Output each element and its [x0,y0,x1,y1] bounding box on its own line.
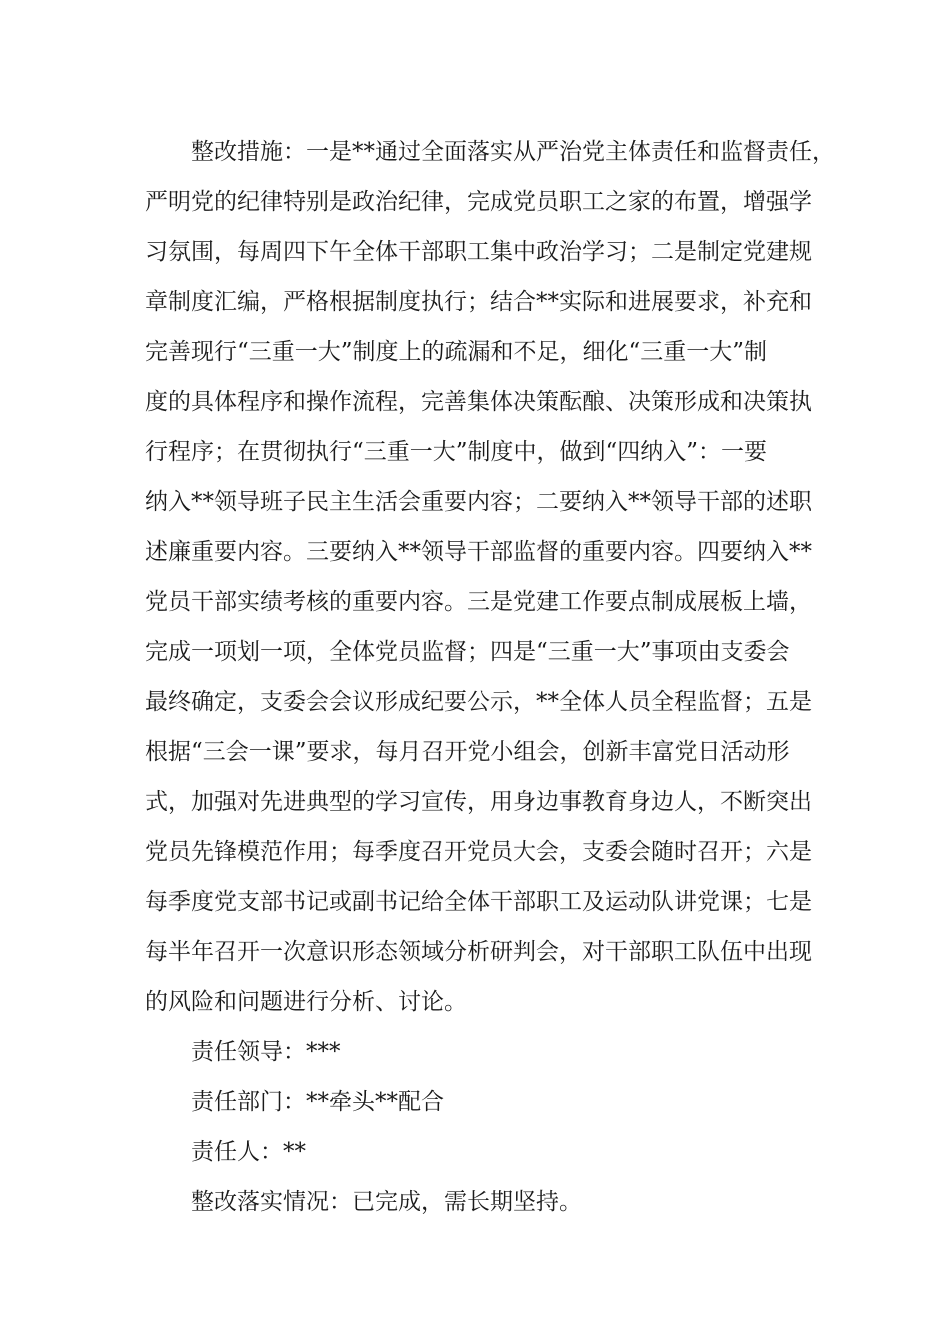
responsible-leader: 责任领导：*** [191,1039,341,1065]
rectification-measures-paragraph [145,127,835,1027]
responsibility-list [145,1027,810,1227]
paragraph-line: 章制度汇编，严格根据制度执行；结合**实际和进展要求，补充和 [145,289,812,315]
paragraph-line: 度的具体程序和操作流程，完善集体决策酝酿、决策形成和决策执 [145,389,812,415]
paragraph-line: 严明党的纪律特别是政治纪律，完成党员职工之家的布置，增强学 [145,189,812,215]
paragraph-line: 根据“三会一课”要求，每月召开党小组会，创新丰富党日活动形 [145,739,790,765]
paragraph-line: 完善现行“三重一大”制度上的疏漏和不足，细化“三重一大”制 [145,339,768,365]
implementation-status: 整改落实情况：已完成，需长期坚持。 [191,1189,582,1215]
responsible-person: 责任人：** [191,1139,306,1165]
paragraph-line: 纳入**领导班子民主生活会重要内容；二要纳入**领导干部的述职 [145,489,812,515]
paragraph-line: 党员先锋模范作用；每季度召开党员大会，支委会随时召开；六是 [145,839,812,865]
paragraph-line: 习氛围，每周四下午全体干部职工集中政治学习；二是制定党建规 [145,239,812,265]
paragraph-line: 党员干部实绩考核的重要内容。三是党建工作要点制成展板上墙， [145,589,812,615]
paragraph-line: 每季度党支部书记或副书记给全体干部职工及运动队讲党课；七是 [145,889,812,915]
paragraph-line: 完成一项划一项，全体党员监督；四是“三重一大”事项由支委会 [145,639,790,665]
measures-paragraph [145,127,835,1027]
paragraph-line: 式，加强对先进典型的学习宣传，用身边事教育身边人，不断突出 [145,789,812,815]
paragraph-line: 行程序；在贯彻执行“三重一大”制度中，做到“四纳入”：一要 [145,439,768,465]
paragraph-line: 整改措施：一是**通过全面落实从严治党主体责任和监督责任， [191,139,835,165]
responsible-department: 责任部门：**牵头**配合 [191,1089,444,1115]
paragraph-line: 每半年召开一次意识形态领域分析研判会，对干部职工队伍中出现 [145,939,812,965]
paragraph-line: 的风险和问题进行分析、讨论。 [145,989,467,1015]
paragraph-line: 述廉重要内容。三要纳入**领导干部监督的重要内容。四要纳入** [145,539,812,565]
paragraph-line: 最终确定，支委会会议形成纪要公示，**全体人员全程监督；五是 [145,689,812,715]
